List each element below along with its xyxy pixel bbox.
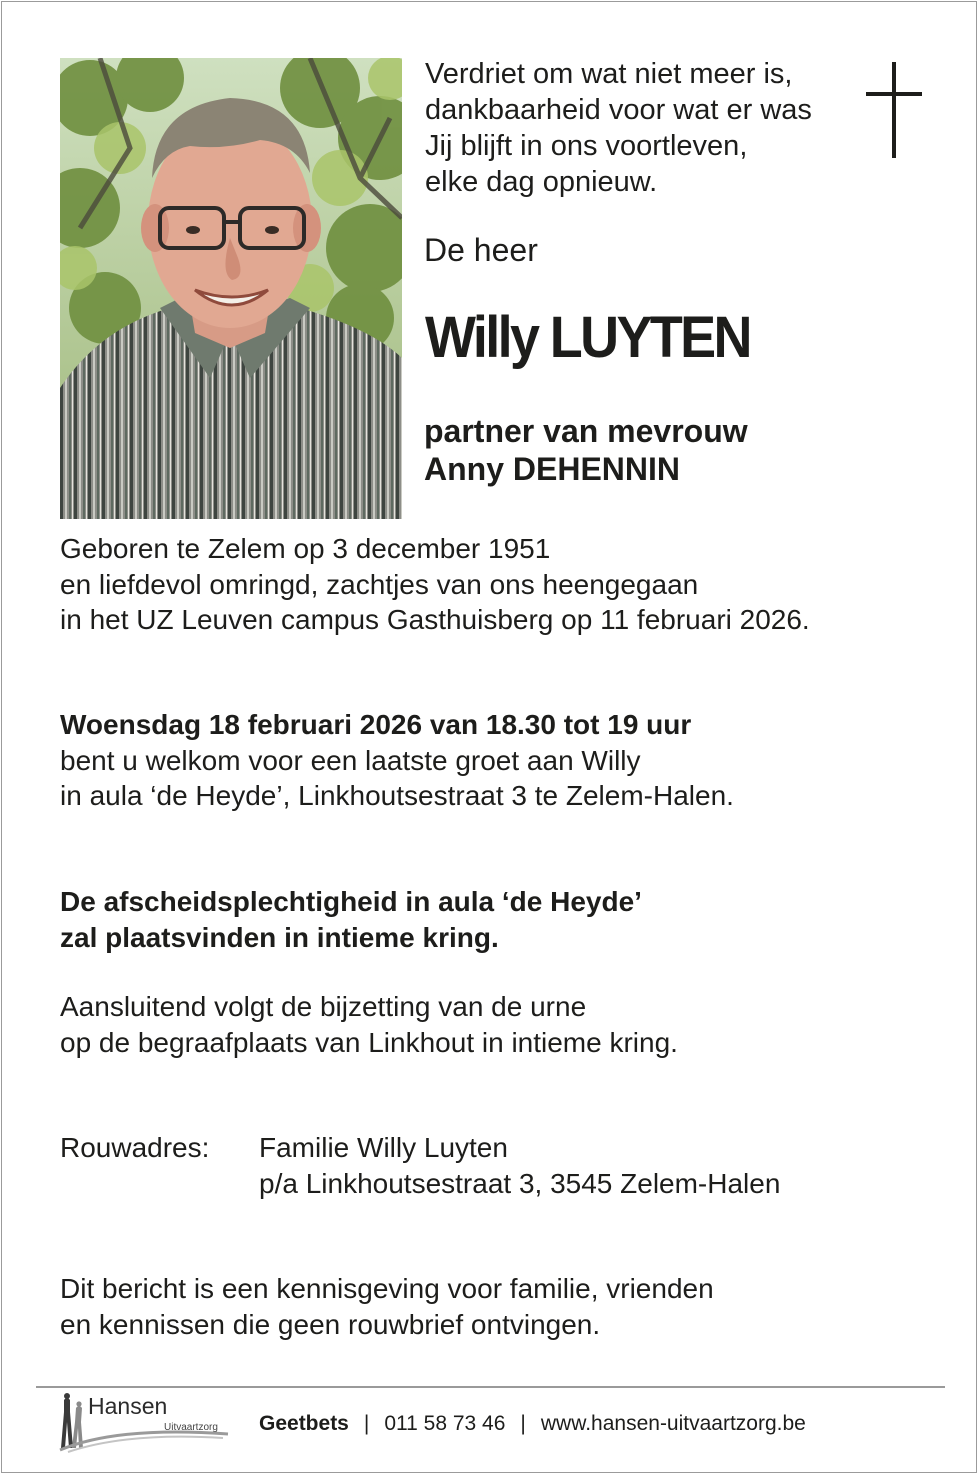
burial-paragraph: [60, 989, 678, 1060]
logo-subtitle: Uitvaartzorg: [164, 1422, 218, 1433]
paragraph-line: De afscheidsplechtigheid in aula ‘de Heyde’: [60, 886, 642, 917]
birth-death-paragraph: [60, 531, 810, 638]
latin-cross-icon: [866, 62, 922, 158]
address-line: p/a Linkhoutsestraat 3, 3545 Zelem-Halen: [259, 1168, 781, 1199]
paragraph-line: bent u welkom voor een laatste groet aan Willy: [60, 744, 641, 776]
poem: [425, 56, 812, 200]
footer-divider: [36, 1386, 945, 1388]
partner-name: Anny DEHENNIN: [424, 451, 681, 487]
poem-line: dankbaarheid voor wat er was: [425, 94, 812, 126]
portrait-photo: [60, 58, 402, 519]
ceremony-paragraph: [60, 884, 642, 955]
paragraph-line: Aansluitend volgt de bijzetting van de urne: [60, 991, 587, 1022]
visitation-date: Woensdag 18 februari 2026 van 18.30 tot 19 uur: [60, 709, 692, 740]
footer-phone[interactable]: 011 58 73 46: [384, 1412, 506, 1435]
paragraph-line: zal plaatsvinden in intieme kring.: [60, 921, 499, 953]
honorific: De heer: [424, 232, 538, 268]
footer-separator: |: [363, 1412, 370, 1435]
deceased-name: Willy LUYTEN: [425, 305, 750, 370]
address-label: Rouwadres:: [60, 1132, 210, 1163]
partner-line: partner van mevrouw: [424, 413, 748, 449]
paragraph-line: in aula ‘de Heyde’, Linkhoutsestraat 3 te Zelem-Halen.: [60, 780, 734, 811]
paragraph-line: Dit bericht is een kennisgeving voor familie, vrienden: [60, 1273, 714, 1304]
notice-paragraph: [60, 1271, 714, 1342]
partner-info: [424, 412, 748, 488]
visitation-paragraph: [60, 707, 734, 814]
paragraph-line: op de begraafplaats van Linkhout in intieme kring.: [60, 1026, 678, 1058]
paragraph-line: in het UZ Leuven campus Gasthuisberg op 11 februari 2026.: [60, 604, 810, 635]
poem-line: Verdriet om wat niet meer is,: [425, 58, 793, 90]
poem-line: Jij blijft in ons voortleven,: [425, 130, 748, 162]
paragraph-line: en kennissen die geen rouwbrief ontvingen.: [60, 1308, 601, 1340]
logo-name: Hansen: [88, 1393, 168, 1419]
paragraph-line: Geboren te Zelem op 3 december 1951: [60, 533, 551, 564]
funeral-home-logo: [58, 1392, 238, 1454]
address-value: [259, 1130, 780, 1202]
footer-contact: [259, 1409, 806, 1439]
footer-separator: |: [520, 1412, 526, 1435]
footer-website[interactable]: www.hansen-uitvaartzorg.be: [540, 1412, 806, 1435]
footer-city: Geetbets: [259, 1412, 349, 1435]
address-line: Familie Willy Luyten: [259, 1132, 508, 1163]
paragraph-line: en liefdevol omringd, zachtjes van ons heengegaan: [60, 568, 699, 600]
poem-line: elke dag opnieuw.: [425, 166, 658, 198]
